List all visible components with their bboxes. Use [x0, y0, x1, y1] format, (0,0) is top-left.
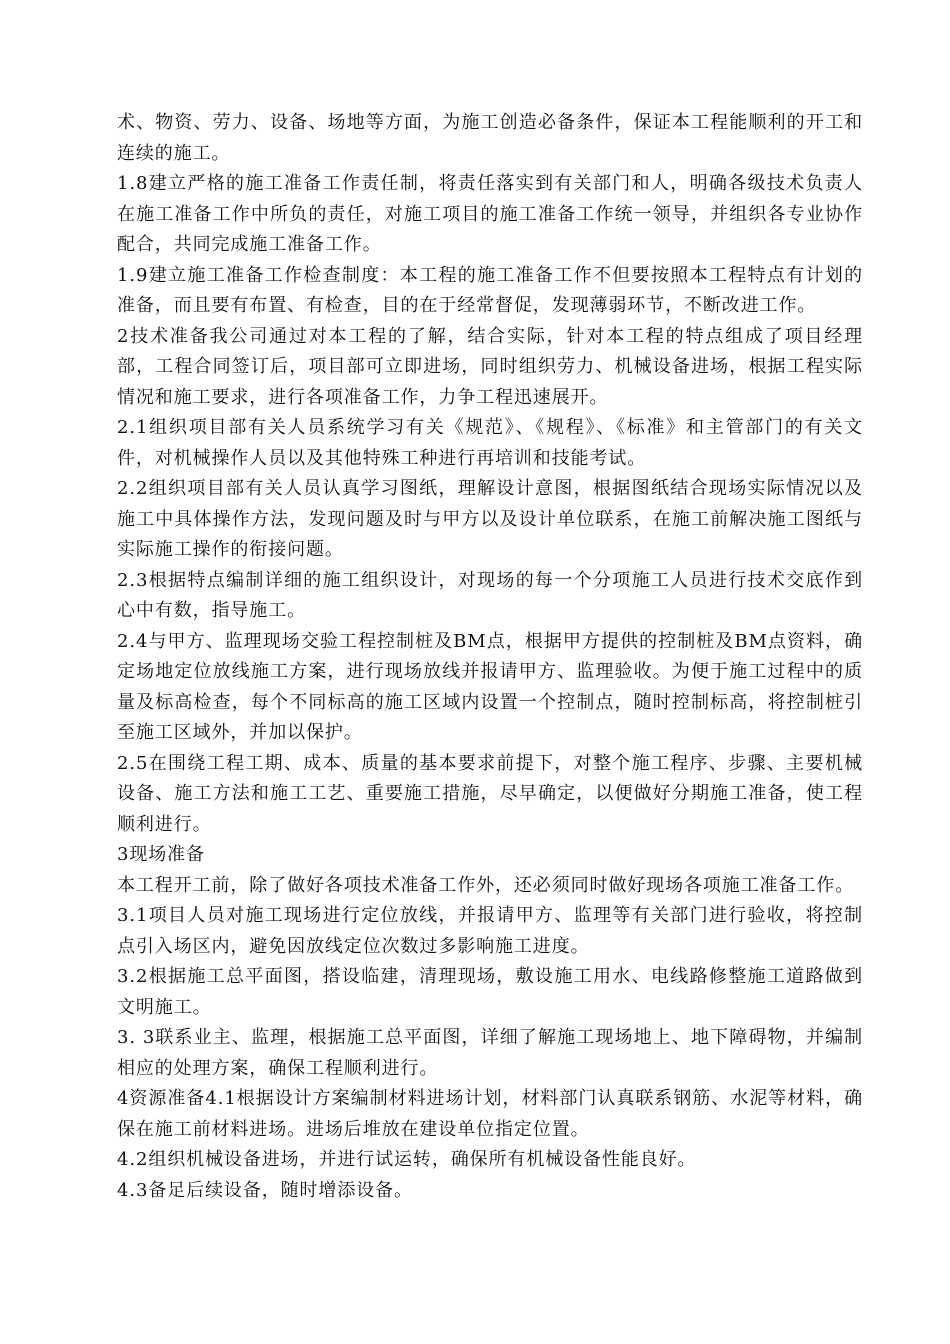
- paragraph-3-intro: 本工程开工前，除了做好各项技术准备工作外，还必须同时做好现场各项施工准备工作。: [117, 874, 855, 896]
- paragraph-1-8: 1.8建立严格的施工准备工作责任制，将责任落实到有关部门和人，明确各级技术负责人在施工准备工作中所负的责任，对施工项目的施工准备工作统一领导，并组织各专业协作配合，共同完成施工准备工作。: [117, 173, 863, 255]
- paragraph-3-2: 3.2根据施工总平面图，搭设临建，清理现场，敷设施工用水、电线路修整施工道路做到文明施工。: [117, 966, 863, 1018]
- paragraph-2-technical-preparation: 2技术准备我公司通过对本工程的了解，结合实际，针对本工程的特点组成了项目经理部，工程合同签订后，项目部可立即进场，同时组织劳力、机械设备进场，根据工程实际情况和施工要求，进行各项准备工作，力争工程迅速展开。: [117, 325, 863, 408]
- document-body: [117, 108, 863, 1206]
- paragraph-4-2: 4.2组织机械设备进场，并进行试运转，确保所有机械设备性能良好。: [117, 1149, 697, 1170]
- paragraph-1-9: 1.9建立施工准备工作检查制度：本工程的施工准备工作不但要按照本工程特点有计划的准备，而且要有布置、有检查，目的在于经常督促，发现薄弱环节，不断改进工作。: [117, 264, 863, 316]
- paragraph-continuation: 术、物资、劳力、设备、场地等方面，为施工创造必备条件，保证本工程能顺利的开工和连续的施工。: [117, 112, 863, 164]
- paragraph-2-5: 2.5在围绕工程工期、成本、质量的基本要求前提下，对整个施工程序、步骤、主要机械设备、施工方法和施工工艺、重要施工措施，尽早确定，以便做好分期施工准备，使工程顺利进行。: [117, 752, 863, 835]
- paragraph-2-4: 2.4与甲方、监理现场交验工程控制桩及BM点，根据甲方提供的控制桩及BM点资料，确定场地定位放线施工方案，进行现场放线并报请甲方、监理验收。为便于施工过程中的质量及标高检查，每个不同标高的施工区域内设置一个控制点，随时控制标高，将控制桩引至施工区域外，并加以保护。: [117, 630, 863, 743]
- paragraph-4-1: 4资源准备4.1根据设计方案编制材料进场计划，材料部门认真联系钢筋、水泥等材料，确保在施工前材料进场。进场后堆放在建设单位指定位置。: [117, 1088, 863, 1140]
- paragraph-3-3: 3. 3联系业主、监理，根据施工总平面图，详细了解施工现场地上、地下障碍物，并编制相应的处理方案，确保工程顺利进行。: [117, 1027, 863, 1079]
- section-heading-3: 3现场准备: [117, 844, 205, 865]
- paragraph-4-3: 4.3备足后续设备，随时增添设备。: [117, 1179, 413, 1201]
- paragraph-2-2: 2.2组织项目部有关人员认真学习图纸，理解设计意图，根据图纸结合现场实际情况以及施工中具体操作方法，发现问题及时与甲方以及设计单位联系，在施工前解决施工图纸与实际施工操作的衔接问题。: [117, 478, 863, 560]
- paragraph-2-1: 2.1组织项目部有关人员系统学习有关《规范》、《规程》、《标准》和主管部门的有关文件，对机械操作人员以及其他特殊工种进行再培训和技能考试。: [117, 417, 863, 469]
- paragraph-2-3: 2.3根据特点编制详细的施工组织设计，对现场的每一个分项施工人员进行技术交底作到心中有数，指导施工。: [117, 569, 863, 621]
- paragraph-3-1: 3.1项目人员对施工现场进行定位放线，并报请甲方、监理等有关部门进行验收，将控制点引入场区内，避免因放线定位次数过多影响施工进度。: [117, 905, 863, 957]
